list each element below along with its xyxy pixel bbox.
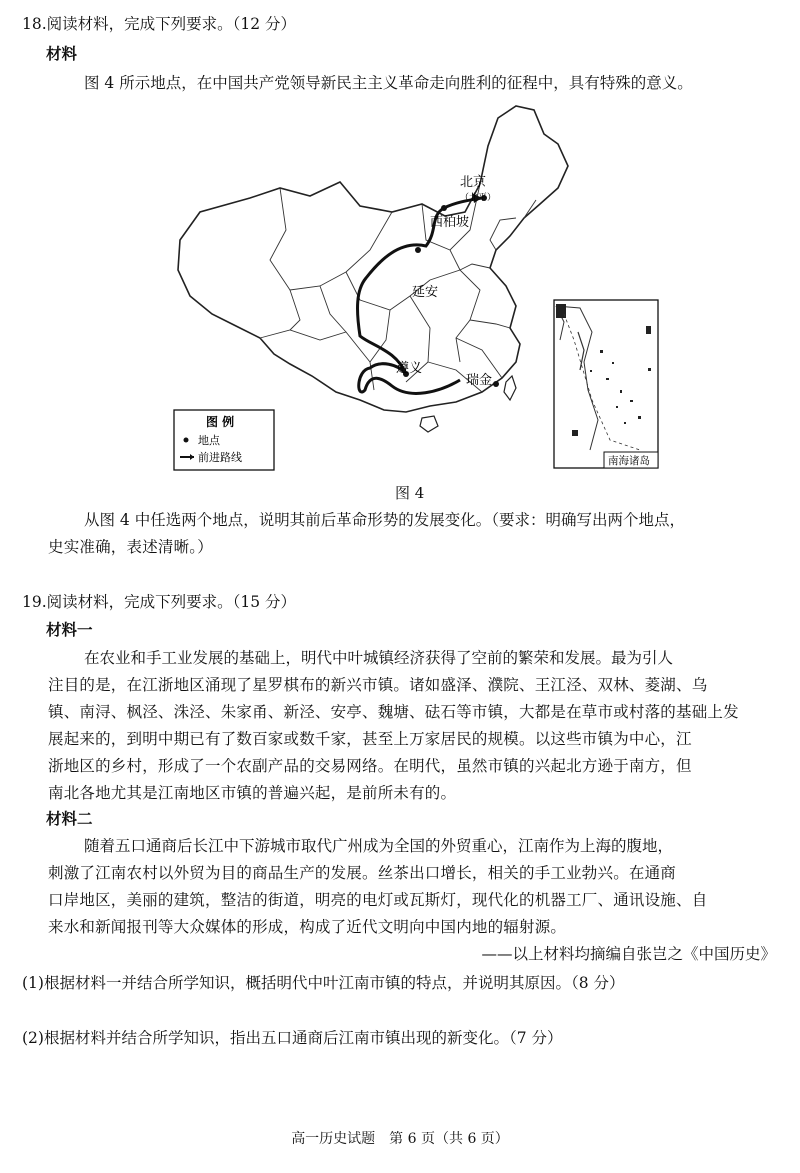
q18-heading: 18.阅读材料，完成下列要求。（12 分） [22,15,297,33]
label-beijing: 北京 [460,175,487,190]
inset-label: 南海诸岛 [608,455,650,467]
q19-question2: (2)根据材料并结合所学知识，指出五口通商后江南市镇出现的新变化。（7 分） [22,1029,563,1047]
legend-point-icon [184,438,189,443]
q19-material2-line: 来水和新闻报刊等大众媒体的形成，构成了近代文明向中国内地的辐射源。 [48,918,567,936]
q19-question1: (1)根据材料一并结合所学知识，概括明代中叶江南市镇的特点，并说明其原因。（8 分） [22,974,625,992]
label-yanan: 延安 [412,285,439,300]
q19-material2-line: 刺激了江南农村以外贸为目的商品生产的发展。丝茶出口增长，相关的手工业勃兴。在通商 [48,864,677,882]
q19-material1-line: 镇、南浔、枫泾、洙泾、朱家甬、新泾、安亭、魏塘、砝石等市镇，大都是在草市或村落的基础上发 [48,703,739,721]
legend-point-label: 地点 [198,434,220,447]
legend-title: 图 例 [206,415,235,429]
q19-material1-line: 注目的是，在江浙地区涌现了星罗棋布的新兴市镇。诸如盛泽、濮院、王江泾、双林、菱湖、乌 [48,676,708,694]
hainan-outline [420,416,438,432]
yanan-dot [415,247,421,253]
label-zunyi: 遵义 [396,361,423,376]
label-beiping: （北平） [460,193,497,203]
q19-material1-line: 在农业和手工业发展的基础上，明代中叶城镇经济获得了空前的繁荣和发展。最为引人 [84,649,674,667]
q19-material2-line: 随着五口通商后长江中下游城市取代广州成为全国的外贸重心，江南作为上海的腹地， [84,837,674,855]
q19-material1-line: 南北各地尤其是江南地区市镇的普遍兴起，是前所未有的。 [48,784,457,802]
q19-material2-line: 口岸地区，美丽的建筑，整洁的街道，明亮的电灯或瓦斯灯，现代化的机器工厂、通讯设施、自 [48,891,708,909]
q18-question-line2: 史实准确，表述清晰。） [48,538,213,556]
q18-material-text: 图 4 所示地点，在中国共产党领导新民主主义革命走向胜利的征程中，具有特殊的意义。 [84,74,693,92]
page-footer: 高一历史试题 第 6 页（共 6 页） [291,1131,509,1147]
ruijin-dot [493,381,499,387]
legend-route-label: 前进路线 [198,451,242,464]
label-xibaipo: 西柏坡 [430,215,470,230]
q18-material-label: 材料 [46,44,78,63]
q19-material1-line: 浙地区的乡村，形成了一个农副产品的交易网络。在明代，虽然市镇的兴起北方逊于南方，但 [48,757,692,775]
label-ruijin: 瑞金 [466,373,493,388]
south-china-sea-inset [554,300,658,468]
q18-question-line1: 从图 4 中任选两个地点，说明其前后革命形势的发展变化。（要求：明确写出两个地点， [84,511,685,529]
q19-material1-label: 材料一 [46,620,93,639]
china-route-map [160,100,660,472]
map-legend [174,410,274,470]
figure-caption: 图 4 [395,484,425,502]
q19-material2-label: 材料二 [46,809,93,828]
xibaipo-dot [441,205,447,211]
q19-material1-line: 展起来的，到明中期已有了数百家或数千家，甚至上万家居民的规模。以这些市镇为中心，江 [48,730,692,748]
q19-heading: 19.阅读材料，完成下列要求。（15 分） [22,593,297,611]
q19-source: ——以上材料均摘编自张岂之《中国历史》 [481,945,776,963]
taiwan-outline [504,376,516,400]
